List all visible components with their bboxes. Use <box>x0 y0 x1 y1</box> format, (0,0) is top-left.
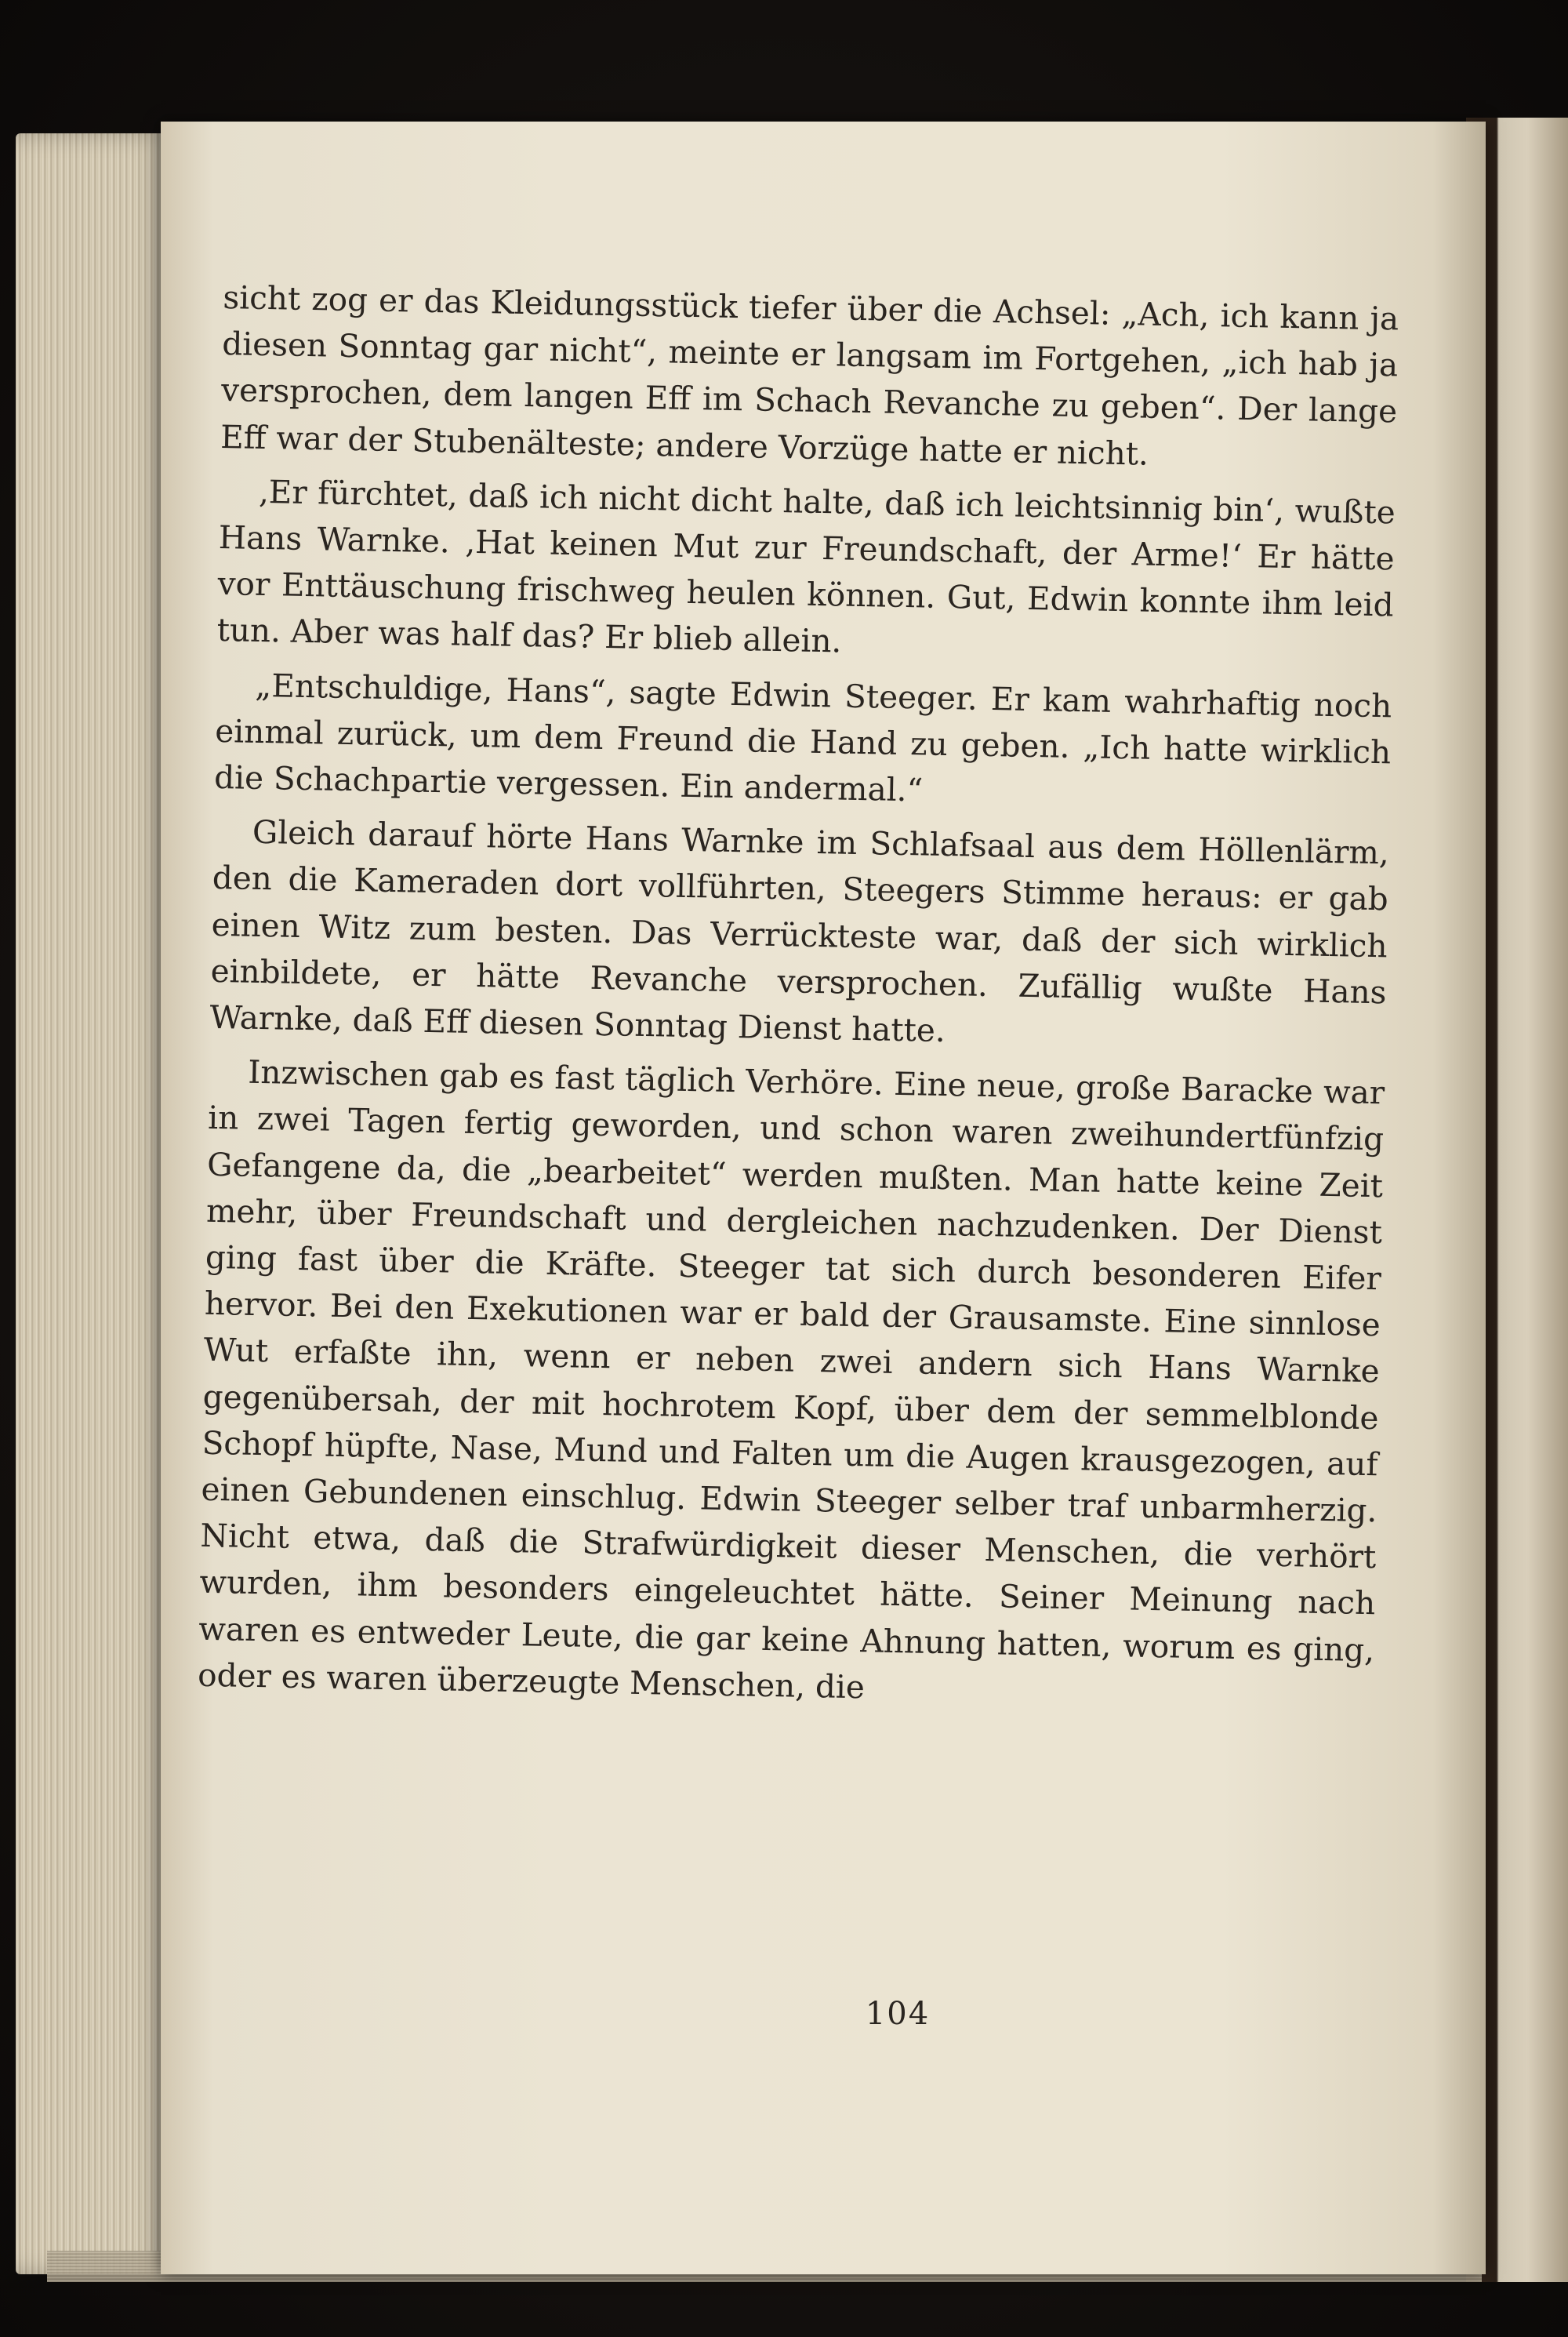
paragraph: ‚Er fürchtet, daß ich nicht dicht halte, daß ich leichtsinnig bin‘, wußte Hans Warnke. ‚Hat keinen Mut zur Freundschaft, der Arme!‘ Er hätte vor Enttäuschung frischweg heulen können. Gut, Edwin konnte ihm leid tun. Aber was half das? Er blieb allein. <box>216 472 1396 660</box>
paragraph: Gleich darauf hörte Hans Warnke im Schlafsaal aus dem Höllenlärm, den die Kameraden dort vollführten, Steegers Stimme heraus: er gab einen Witz zum besten. Das Verrückteste war, daß der sich wirklich einbildete, er hätte Revanche versprochen. Zufällig wußte Hans Warnke, daß Eff diesen Sonntag Dienst hatte. <box>209 813 1390 1050</box>
paragraph: Inzwischen gab es fast täglich Verhöre. Eine neue, große Baracke war in zwei Tagen fertig geworden, und schon waren zweihundertfünfzig Gefangene da, die „bearbeitet“ werden mußten. Man hatte keine Zeit mehr, über Freundschaft und dergleichen nachzudenken. Der Dienst ging fast über die Kräfte. Steeger tat sich durch besonderen Eifer hervor. Bei den Exekutionen war er bald der Grausamste. Eine sinnlose Wut erfaßte ihn, wenn er neben zwei andern sich Hans Warnke gegenübersah, der mit hochrotem Kopf, über dem der semmelblonde Schopf hüpfte, Nase, Mund und Falten um die Augen krausgezogen, auf einen Gebundenen einschlug. Edwin Steeger selber traf unbarmherzig. Nicht etwa, daß die Strafwürdigkeit dieser Menschen, die verhört wurden, ihm besonders eingeleuchtet hätte. Seiner Meinung nach waren es entweder Leute, die gar keine Ahnung hatten, worum es ging, oder es waren überzeugte Menschen, die <box>197 1052 1385 1706</box>
paragraph: sicht zog er das Kleidungsstück tiefer über die Achsel: „Ach, ich kann ja diesen Sonntag gar nicht“, meinte er langsam im Fortgehen, „ich hab ja versprochen, dem langen Eff im Schach Revanche zu geben“. Der lange Eff war der Stubenälteste; andere Vorzüge hatte er nicht. <box>220 278 1399 473</box>
book-page-stack-edge <box>16 133 172 2274</box>
paragraph: „Entschuldige, Hans“, sagte Edwin Steeger. Er kam wahrhaftig noch einmal zurück, um dem Freund die Hand zu geben. „Ich hatte wirklich die Schachpartie vergessen. Ein andermal.“ <box>213 666 1392 809</box>
page-text-block <box>198 274 1399 1728</box>
page-number: 104 <box>865 1996 931 2032</box>
